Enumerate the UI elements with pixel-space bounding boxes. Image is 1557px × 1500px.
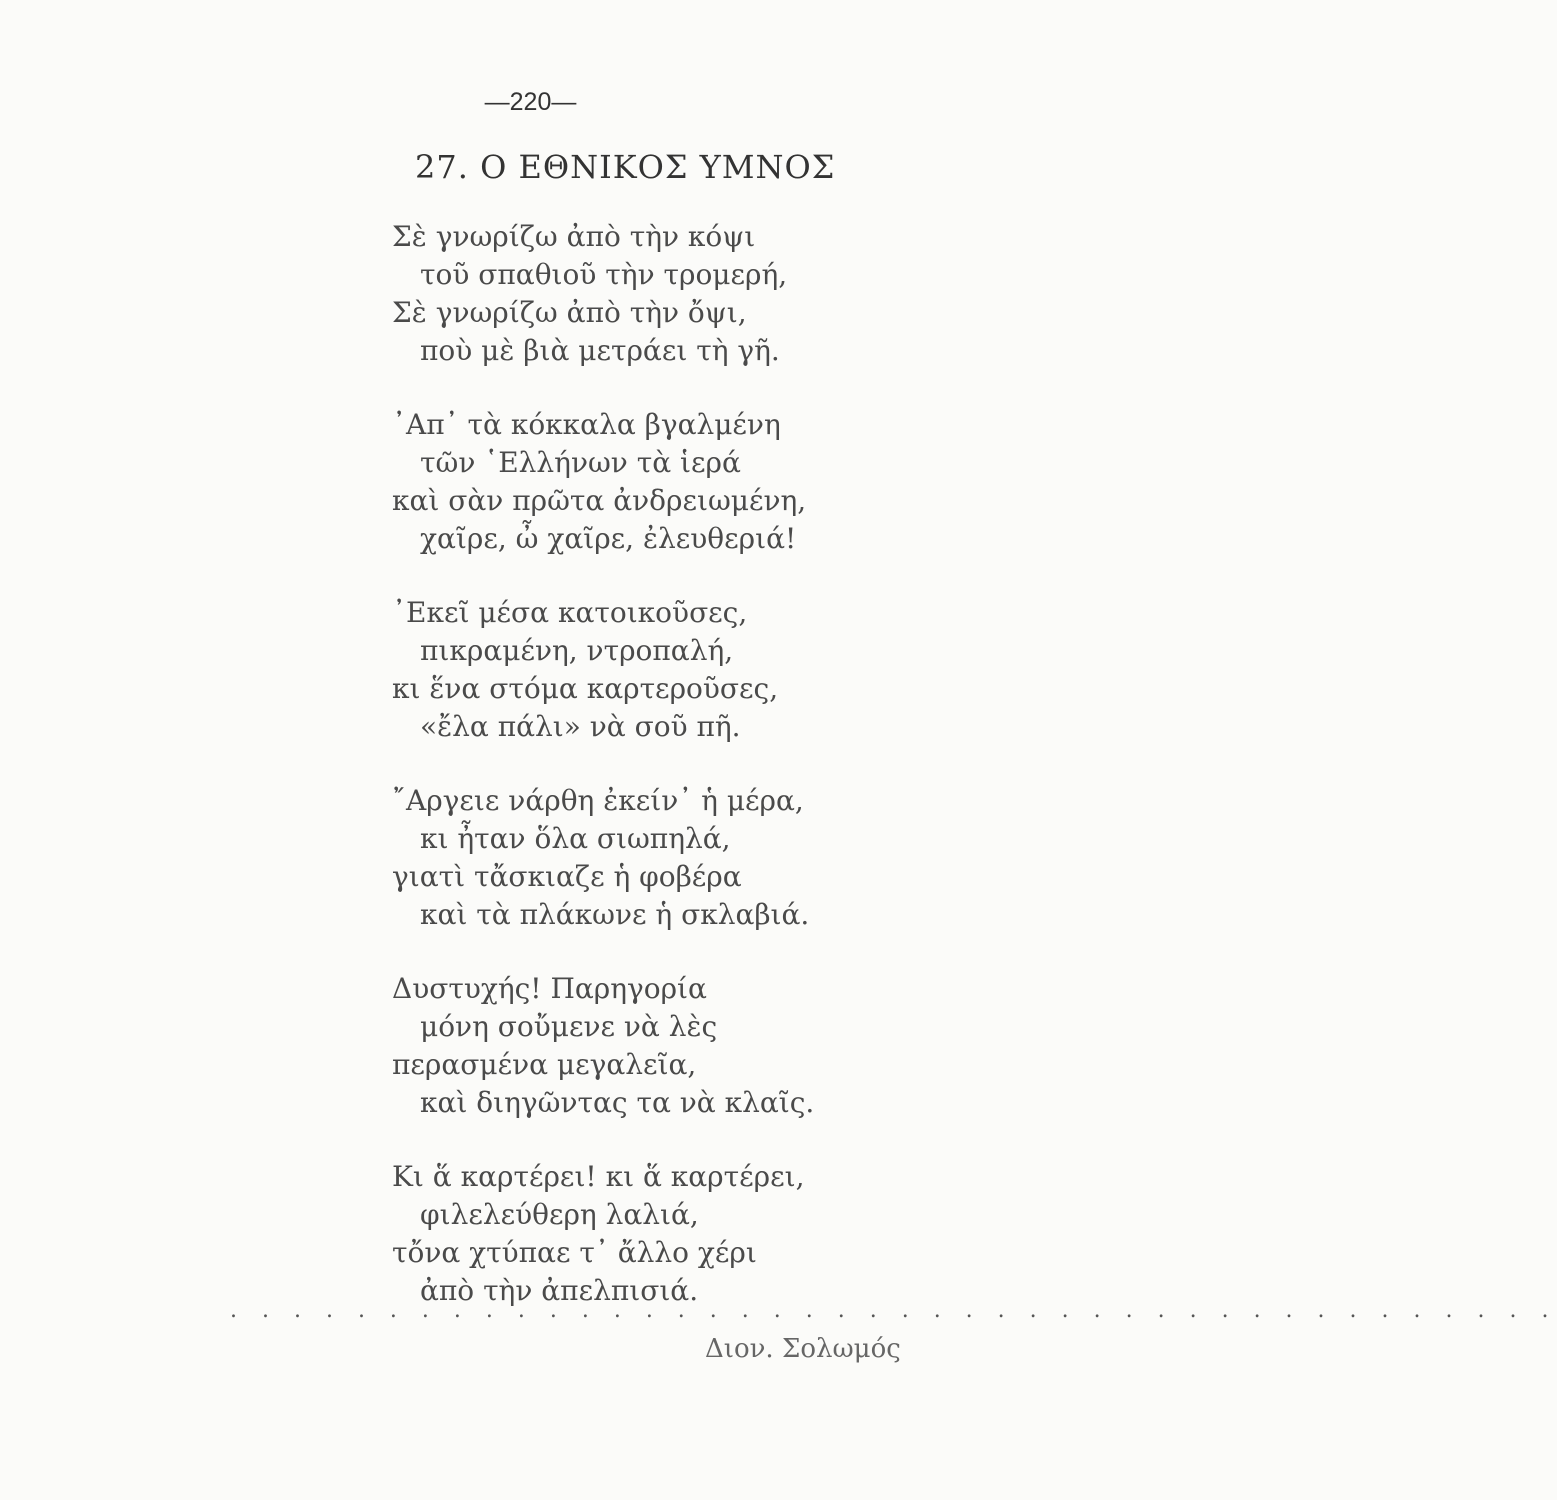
- stanza-1: [392, 218, 814, 370]
- poem-body: [392, 218, 814, 1346]
- verse-line: κι ἦταν ὅλα σιωπηλά,: [420, 822, 731, 855]
- verse-line: Σὲ γνωρίζω ἀπὸ τὴν ὄψι,: [392, 296, 747, 329]
- verse-line: καὶ σὰν πρῶτα ἀνδρειωμένη,: [392, 484, 807, 517]
- verse-line: καὶ διηγῶντας τα νὰ κλαῖς.: [420, 1086, 815, 1119]
- stanza-6: [392, 1158, 814, 1310]
- verse-line: «ἔλα πάλι» νὰ σοῦ πῆ.: [420, 710, 741, 743]
- verse-line: φιλελεύθερη λαλιά,: [420, 1198, 699, 1231]
- verse-line: ποὺ μὲ βιὰ μετράει τὴ γῆ.: [420, 334, 780, 367]
- verse-line: Σὲ γνωρίζω ἀπὸ τὴν κόψι: [392, 220, 756, 253]
- verse-line: Δυστυχής! Παρηγορία: [392, 972, 707, 1005]
- dotted-separator: . . . . . . . . . . . . . . . . . . . . . . . . . . . . . . . . . . . . . . . . . .: [230, 1298, 1557, 1323]
- verse-line: περασμένα μεγαλεῖα,: [392, 1048, 697, 1081]
- verse-line: τοῦ σπαθιοῦ τὴν τρομερή,: [420, 258, 788, 291]
- verse-line: ῎Αργειε νάρθη ἐκείν᾿ ἡ μέρα,: [392, 784, 804, 817]
- stanza-5: [392, 970, 814, 1122]
- verse-line: ᾿Απ᾿ τὰ κόκκαλα βγαλμένη: [392, 408, 781, 441]
- verse-line: ᾿Εκεῖ μέσα κατοικοῦσες,: [392, 596, 748, 629]
- verse-line: πικραμένη, ντροπαλή,: [420, 634, 734, 667]
- verse-line: γιατὶ τἄσκιαζε ἡ φοβέρα: [392, 860, 742, 893]
- verse-line: ἀπὸ τὴν ἀπελπισιά.: [420, 1274, 699, 1307]
- verse-line: κι ἕνα στόμα καρτεροῦσες,: [392, 672, 779, 705]
- verse-line: μόνη σοὔμενε νὰ λὲς: [420, 1010, 718, 1043]
- page-number: —220—: [484, 88, 577, 116]
- author-signature: Διον. Σολωμός: [705, 1334, 901, 1364]
- verse-line: τῶν ῾Ελλήνων τὰ ἱερά: [420, 446, 741, 479]
- poem-title: 27. Ο ΕΘΝΙΚΟΣ ΥΜΝΟΣ: [415, 148, 836, 186]
- verse-line: χαῖρε, ὦ χαῖρε, ἐλευθεριά!: [420, 522, 797, 555]
- stanza-4: [392, 782, 814, 934]
- verse-line: Κι ἅ καρτέρει! κι ἅ καρτέρει,: [392, 1160, 805, 1193]
- verse-line: τὄνα χτύπαε τ᾿ ἄλλο χέρι: [392, 1236, 757, 1269]
- verse-line: καὶ τὰ πλάκωνε ἡ σκλαβιά.: [420, 898, 810, 931]
- stanza-3: [392, 594, 814, 746]
- stanza-2: [392, 406, 814, 558]
